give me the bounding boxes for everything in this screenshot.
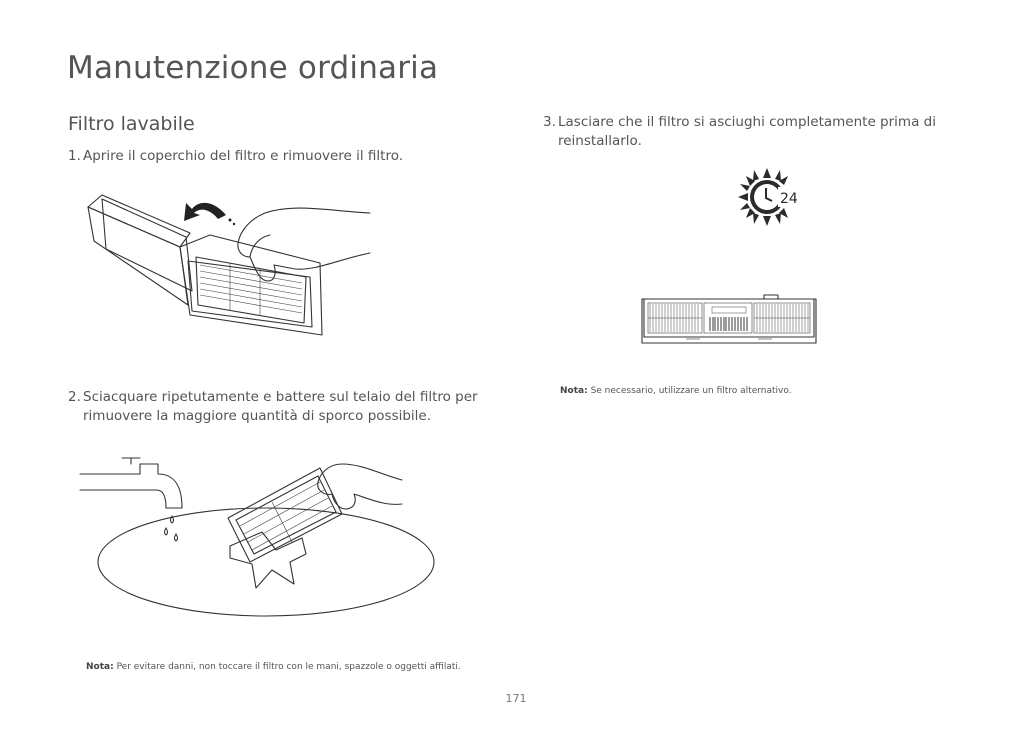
remove-filter-illustration	[80, 185, 380, 355]
page-title: Manutenzione ordinaria	[67, 50, 439, 86]
page-number: 171	[505, 692, 527, 705]
step-1-text: Aprire il coperchio del filtro e rimuovere il filtro.	[83, 148, 404, 164]
step-2	[68, 388, 488, 426]
timer-24-label: 24	[780, 191, 798, 207]
note-2-label: Nota:	[560, 386, 588, 396]
step-3-number: 3.	[543, 114, 556, 130]
note-2-text: Se necessario, utilizzare un filtro alternativo.	[587, 386, 792, 396]
section-title: Filtro lavabile	[68, 113, 195, 135]
step-1-number: 1.	[68, 148, 81, 164]
step-2-text-line1: Sciacquare ripetutamente e battere sul telaio del filtro per	[83, 389, 478, 405]
note-2	[560, 386, 792, 396]
step-3-text-line1: Lasciare che il filtro si asciughi completamente prima di	[558, 114, 936, 130]
step-3	[543, 113, 943, 151]
step-2-number: 2.	[68, 389, 81, 405]
note-1-text: Per evitare danni, non toccare il filtro con le mani, spazzole o oggetti affilati.	[113, 662, 461, 672]
step-2-text-line2: rimuovere la maggiore quantità di sporco possibile.	[83, 408, 432, 424]
step-3-text-line2: reinstallarlo.	[558, 133, 642, 149]
note-1	[86, 662, 461, 672]
filter-front-illustration	[640, 295, 820, 350]
rinse-filter-illustration	[80, 450, 440, 620]
note-1-label: Nota:	[86, 662, 114, 672]
step-1	[68, 147, 488, 166]
sun-timer-icon	[738, 168, 800, 228]
